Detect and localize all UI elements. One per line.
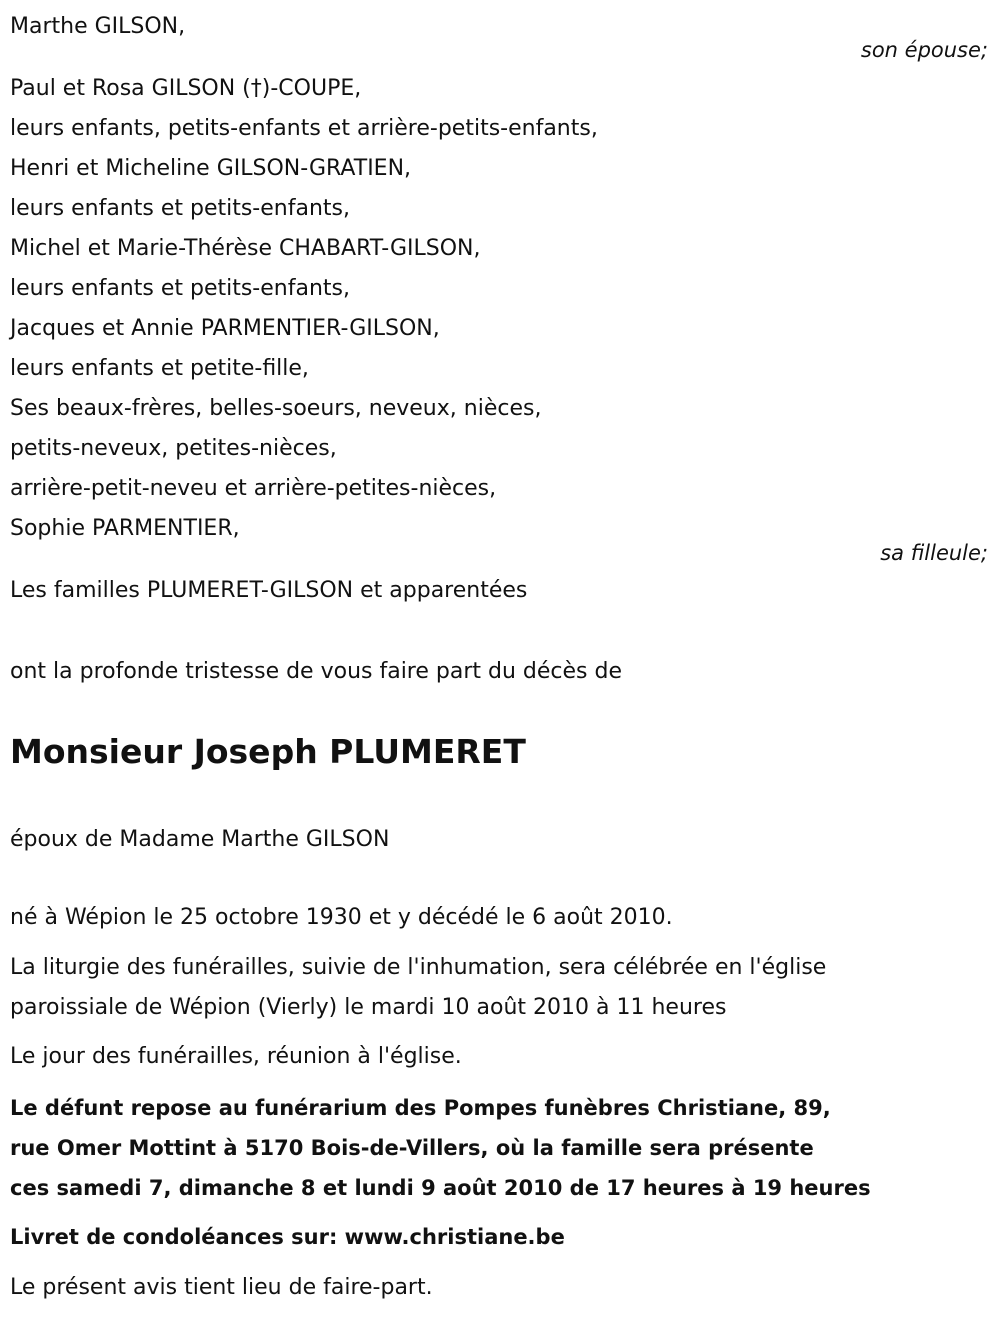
family-line: arrière-petit-neveu et arrière-petites-nièces, (10, 476, 497, 501)
family-line: Sophie PARMENTIER, (10, 516, 240, 541)
family-line: Michel et Marie-Thérèse CHABART-GILSON, (10, 236, 481, 261)
family-line: leurs enfants et petits-enfants, (10, 276, 350, 301)
condolences-link[interactable]: Livret de condoléances sur: www.christiane.be (10, 1225, 565, 1249)
family-line: Paul et Rosa GILSON (†)-COUPE, (10, 76, 362, 101)
role-goddaughter: sa filleule; (880, 541, 988, 565)
family-line: leurs enfants et petits-enfants, (10, 196, 350, 221)
liturgy-line: paroissiale de Wépion (Vierly) le mardi 10 août 2010 à 11 heures (10, 995, 727, 1020)
spouse-line: époux de Madame Marthe GILSON (10, 827, 390, 852)
family-line: Ses beaux-frères, belles-soeurs, neveux, nièces, (10, 396, 542, 421)
family-line: leurs enfants et petite-fille, (10, 356, 309, 381)
family-line: leurs enfants, petits-enfants et arrière-petits-enfants, (10, 116, 598, 141)
family-line: Marthe GILSON, (10, 14, 186, 39)
role-spouse: son épouse; (860, 38, 988, 62)
family-line: Henri et Micheline GILSON-GRATIEN, (10, 156, 412, 181)
liturgy-line: La liturgie des funérailles, suivie de l'inhumation, sera célébrée en l'église (10, 955, 827, 980)
funerarium-line: Le défunt repose au funérarium des Pompes funèbres Christiane, 89, (10, 1096, 831, 1120)
funerarium-line: ces samedi 7, dimanche 8 et lundi 9 août 2010 de 17 heures à 19 heures (10, 1176, 871, 1200)
deceased-name: Monsieur Joseph PLUMERET (10, 732, 526, 771)
family-line: petits-neveux, petites-nièces, (10, 436, 337, 461)
funerarium-line: rue Omer Mottint à 5170 Bois-de-Villers, où la famille sera présente (10, 1136, 814, 1160)
announcement: ont la profonde tristesse de vous faire part du décès de (10, 659, 622, 684)
family-line: Les familles PLUMERET-GILSON et apparentées (10, 578, 528, 603)
meeting-line: Le jour des funérailles, réunion à l'église. (10, 1044, 462, 1069)
birth-death: né à Wépion le 25 octobre 1930 et y décédé le 6 août 2010. (10, 905, 673, 930)
family-line: Jacques et Annie PARMENTIER-GILSON, (10, 316, 440, 341)
notice-line: Le présent avis tient lieu de faire-part. (10, 1275, 433, 1300)
